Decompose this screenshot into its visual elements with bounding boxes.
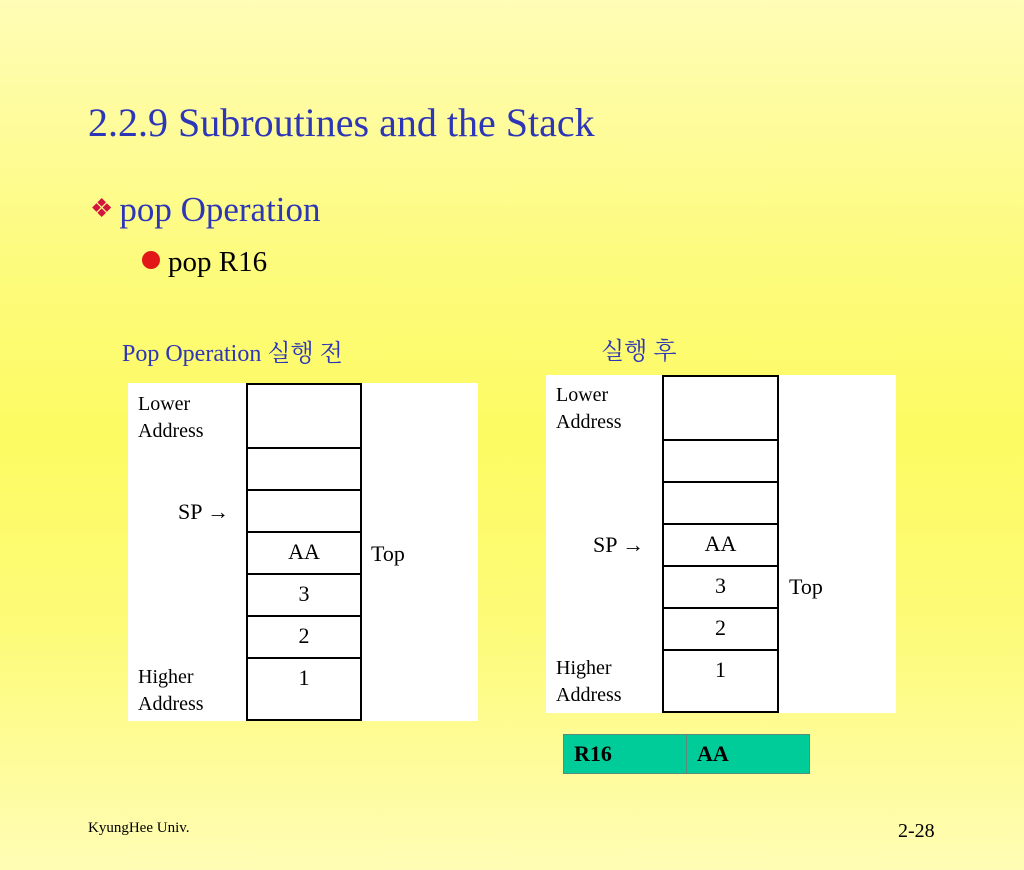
before-stack-cell: 1 — [246, 657, 362, 721]
slide-title: 2.2.9 Subroutines and the Stack — [88, 100, 595, 145]
before-stack-diagram — [128, 383, 478, 721]
register-name: R16 — [563, 734, 687, 774]
bullet-level1 — [90, 190, 321, 230]
bullet-level2-text: pop R16 — [168, 246, 268, 278]
after-top-label: Top — [789, 574, 823, 599]
page-number: 2-28 — [898, 820, 935, 842]
before-stack-cell: AA — [246, 531, 362, 575]
before-higher-address: Higher Address — [138, 666, 204, 715]
before-stack-cell — [246, 489, 362, 533]
before-caption: Pop Operation 실행 전 — [122, 341, 343, 367]
circle-bullet-icon — [142, 251, 160, 269]
after-stack-cell: AA — [662, 523, 779, 567]
after-stack-cell: 3 — [662, 565, 779, 609]
after-stack-cell — [662, 481, 779, 525]
after-stack-cell: 2 — [662, 607, 779, 651]
before-lower-address: Lower Address — [138, 393, 204, 442]
bullet-level1-text: pop Operation — [119, 190, 321, 229]
before-stack-cell — [246, 383, 362, 449]
after-stack-cell — [662, 375, 779, 441]
register-value: AA — [686, 734, 810, 774]
after-caption: 실행 후 — [601, 339, 677, 365]
before-top-label: Top — [371, 541, 405, 566]
after-lower-address: Lower Address — [556, 384, 622, 433]
before-stack-cell: 2 — [246, 615, 362, 659]
before-sp-pointer: SP → — [178, 499, 230, 524]
after-higher-address: Higher Address — [556, 657, 622, 706]
diamond-bullet-icon: ❖ — [90, 194, 114, 223]
after-stack-cell — [662, 439, 779, 483]
footer-university: KyungHee Univ. — [88, 820, 190, 836]
before-stack-cell: 3 — [246, 573, 362, 617]
after-stack-cell: 1 — [662, 649, 779, 713]
before-stack-cell — [246, 447, 362, 491]
after-stack-diagram — [546, 375, 896, 713]
bullet-level2 — [142, 246, 267, 279]
after-sp-pointer: SP → — [593, 532, 645, 557]
